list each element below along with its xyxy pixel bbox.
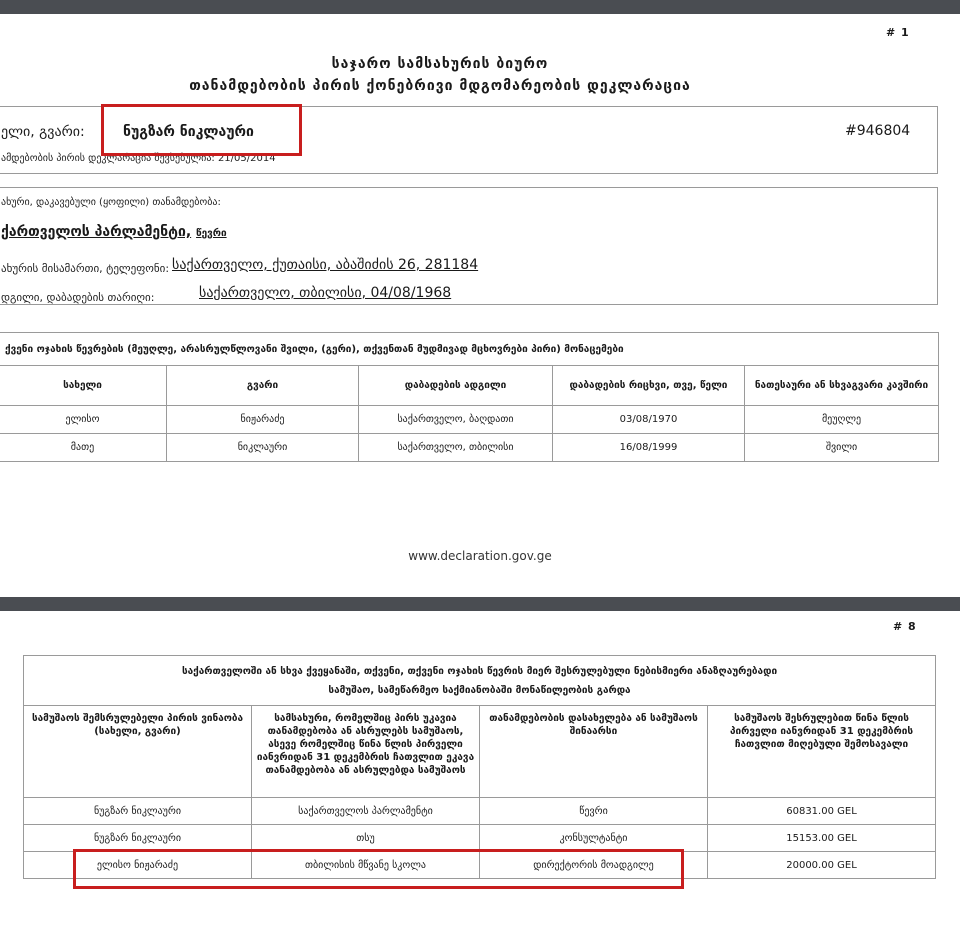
declarant-name: ნუგზარ ნიკლაური xyxy=(123,124,254,140)
cell: საქართველო, თბილისი xyxy=(359,434,553,462)
declaration-page-1 xyxy=(0,14,960,597)
position-role: წევრი xyxy=(196,228,227,239)
cell: 15153.00 GEL xyxy=(708,825,936,852)
cell: 20000.00 GEL xyxy=(708,852,936,879)
cell: საქართველოს პარლამენტი xyxy=(252,798,480,825)
cell: ნიკლაური xyxy=(167,434,359,462)
cell: ნუგზარ ნიკლაური xyxy=(24,798,252,825)
family-table-title: ქვენი ოჯახის წევრების (მეუღლე, არასრულწლოვანი შვილი, (გერი), თქვენთან მუდმივად მცხოვრები პირი) მონაცემები xyxy=(0,333,939,366)
birth-value: საქართველო, თბილისი, 04/08/1968 xyxy=(199,285,452,301)
table-row xyxy=(24,798,936,825)
table-row xyxy=(0,406,939,434)
cell: ელისო ნიჟარაძე xyxy=(24,852,252,879)
viewer-top-bar xyxy=(0,0,960,14)
declaration-page-8 xyxy=(0,611,960,950)
income-header: სამუშაოს შემსრულებელი პირის ვინაობა (სახელი, გვარი) xyxy=(24,706,252,798)
family-header: დაბადების ადგილი xyxy=(359,366,553,406)
income-header: სამუშაოს შესრულებით წინა წლის პირველი იანვრიდან 31 დეკემბრის ჩათვლით მიღებული შემოსავალი xyxy=(708,706,936,798)
highlight-declarant-name xyxy=(101,104,302,156)
income-header: სამსახური, რომელშიც პირს უკავია თანამდებობა ან ასრულებს სამუშაოს, ასევე რომელშიც წინა წლის პირველი იანვრიდან 31 დეკემბრის ჩათვლით ეკავა თანამდებობა ან ასრულებდა სამუშაოს xyxy=(252,706,480,798)
family-header: სახელი xyxy=(0,366,167,406)
table-row xyxy=(0,434,939,462)
highlight-spouse-income-row xyxy=(73,849,684,889)
cell: თბილისის მწვანე სკოლა xyxy=(252,852,480,879)
filed-date: ამდებობის პირის დეკლარაცია შევსებულია: 21/05/2014 xyxy=(1,153,276,164)
cell: ნუგზარ ნიკლაური xyxy=(24,825,252,852)
cell: მათე xyxy=(0,434,167,462)
cell: ნიჟარაძე xyxy=(167,406,359,434)
page-number: # 1 xyxy=(886,26,910,39)
cell: თსუ xyxy=(252,825,480,852)
page-separator xyxy=(0,597,960,611)
position-box xyxy=(0,187,938,305)
cell: მეუღლე xyxy=(745,406,939,434)
cell: 03/08/1970 xyxy=(553,406,745,434)
cell: შვილი xyxy=(745,434,939,462)
declaration-id: #946804 xyxy=(845,123,911,139)
table-row xyxy=(24,825,936,852)
cell: 60831.00 GEL xyxy=(708,798,936,825)
cell: ელისო xyxy=(0,406,167,434)
cell: საქართველო, ბაღდათი xyxy=(359,406,553,434)
address-label: ახურის მისამართი, ტელეფონი: xyxy=(1,262,170,275)
cell: კონსულტანტი xyxy=(480,825,708,852)
birth-label: დგილი, დაბადების თარიღი: xyxy=(1,291,155,304)
income-title-line1: საქართველოში ან სხვა ქვეყანაში, თქვენი, თქვენი ოჯახის წევრის მიერ შესრულებული ნებისმიერი ანაზღაურებადი xyxy=(181,665,778,677)
position-value: ქართველოს პარლამენტი, xyxy=(1,224,192,240)
income-title-line2: სამუშაო, სამეწარმეო საქმიანობაში მონაწილეობის გარდა xyxy=(328,684,631,696)
declaration-title: თანამდებობის პირის ქონებრივი მდგომარეობის დეკლარაცია xyxy=(189,78,691,94)
cell: 16/08/1999 xyxy=(553,434,745,462)
family-header: ნათესაური ან სხვაგვარი კავშირი xyxy=(745,366,939,406)
income-table xyxy=(23,655,936,879)
name-label: ელი, გვარი: xyxy=(1,124,85,140)
cell: წევრი xyxy=(480,798,708,825)
bureau-title: საჯარო სამსახურის ბიურო xyxy=(331,56,549,72)
family-header: გვარი xyxy=(167,366,359,406)
family-header: დაბადების რიცხვი, თვე, წელი xyxy=(553,366,745,406)
cell: დირექტორის მოადგილე xyxy=(480,852,708,879)
position-label: ახური, დაკავებული (ყოფილი) თანამდებობა: xyxy=(1,197,221,208)
address-value: საქართველო, ქუთაისი, აბაშიძის 26, 281184 xyxy=(172,257,479,273)
page-number: # 8 xyxy=(893,620,917,633)
footer-url: www.declaration.gov.ge xyxy=(408,549,552,563)
income-header: თანამდებობის დასახელება ან სამუშაოს შინაარსი xyxy=(480,706,708,798)
family-table xyxy=(0,332,939,462)
